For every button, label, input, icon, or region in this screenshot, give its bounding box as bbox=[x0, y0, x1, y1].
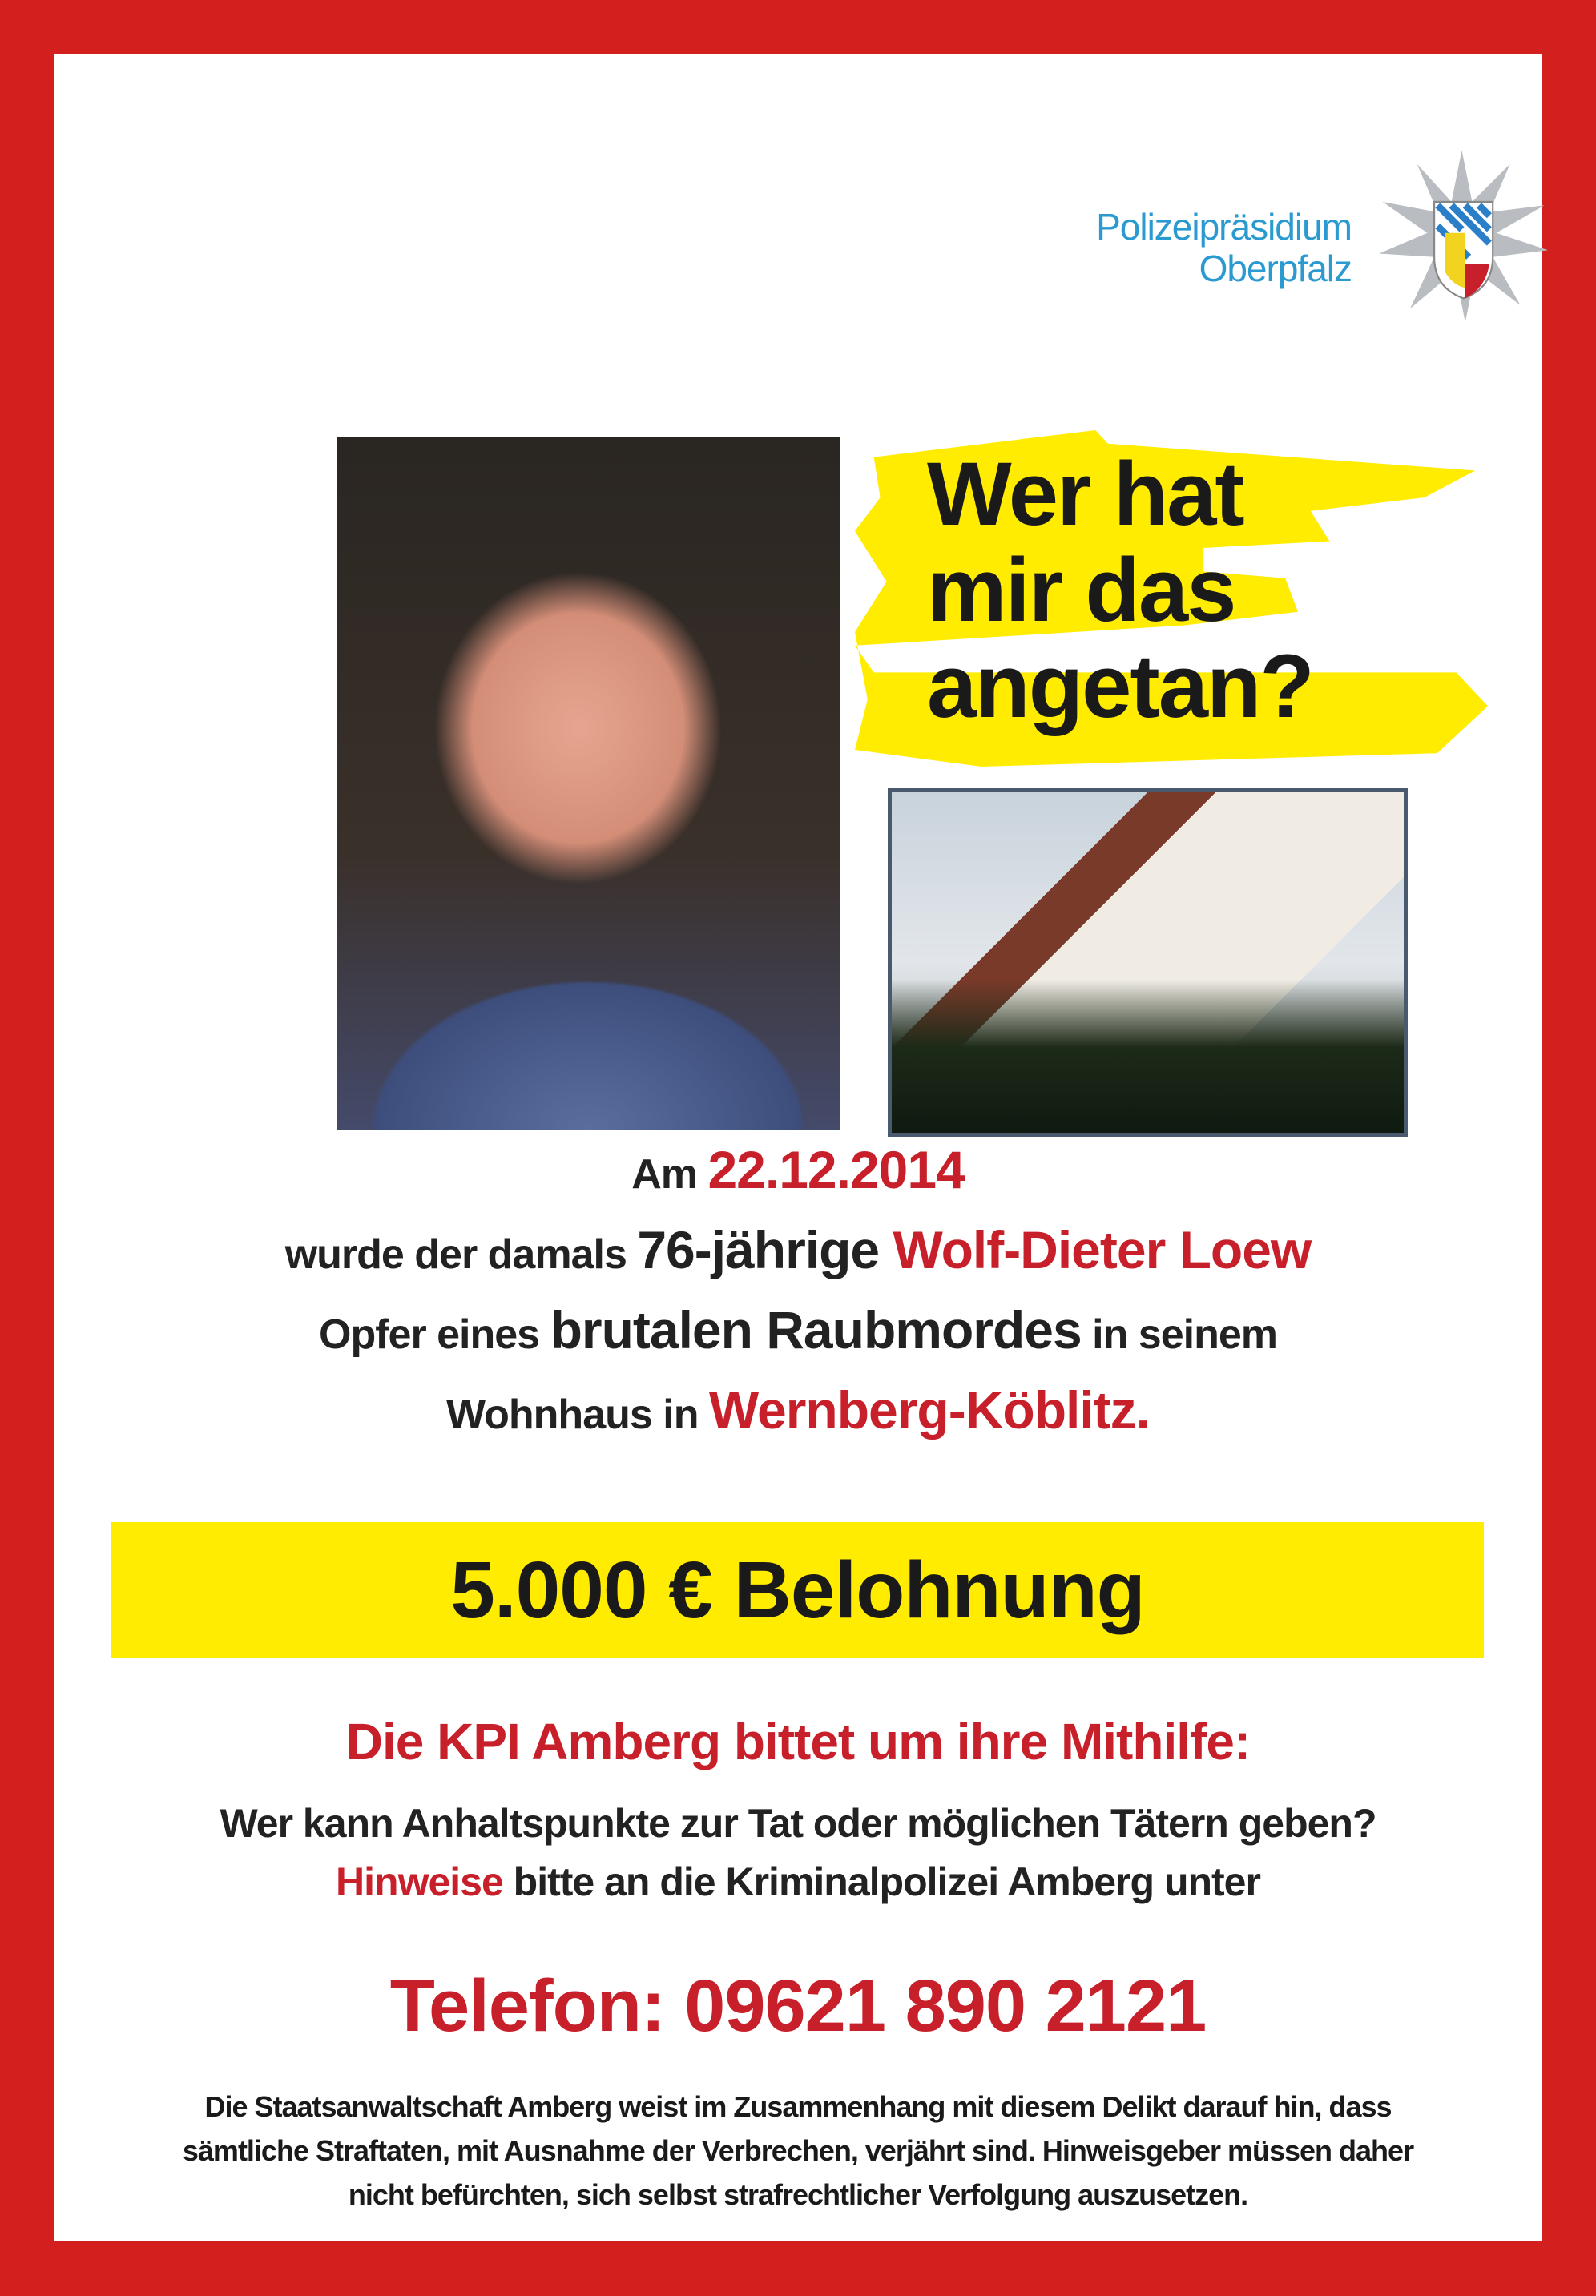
age: 76-jährige bbox=[637, 1220, 893, 1279]
headline bbox=[927, 446, 1313, 735]
footer-line-3: nicht befürchten, sich selbst strafrechtlicher Verfolgung auszusetzen. bbox=[348, 2178, 1248, 2211]
headline-line-2: mir das bbox=[927, 540, 1235, 640]
text: Wohnhaus in bbox=[446, 1392, 709, 1438]
poster bbox=[54, 54, 1542, 2241]
text: wurde der damals bbox=[284, 1231, 638, 1278]
crime: brutalen Raubmordes bbox=[550, 1300, 1082, 1359]
police-logo-text bbox=[1039, 206, 1352, 289]
footer-line-2: sämtliche Straftaten, mit Ausnahme der Verbrechen, verjährt sind. Hinweisgeber müssen daher bbox=[182, 2134, 1414, 2167]
text-line-date bbox=[54, 1139, 1542, 1200]
date: 22.12.2014 bbox=[707, 1140, 965, 1199]
text-line-place bbox=[54, 1380, 1542, 1440]
text: in seinem bbox=[1081, 1311, 1277, 1358]
appeal-title: Die KPI Amberg bittet um ihre Mithilfe: bbox=[345, 1713, 1251, 1770]
footer-note bbox=[54, 2085, 1542, 2217]
logo-line-1: Polizeipräsidium bbox=[1096, 206, 1352, 248]
headline-line-3: angetan? bbox=[927, 636, 1313, 736]
text-line-crime bbox=[54, 1299, 1542, 1360]
text: Am bbox=[631, 1151, 708, 1198]
text: bitte an die Kriminalpolizei Amberg unter bbox=[502, 1859, 1260, 1904]
text: Opfer eines bbox=[319, 1311, 550, 1358]
phone-number: Telefon: 09621 890 2121 bbox=[389, 1965, 1207, 2047]
footer-line-1: Die Staatsanwaltschaft Amberg weist im Zusammenhang mit diesem Delikt darauf hin, dass bbox=[204, 2090, 1392, 2123]
appeal-line-2 bbox=[54, 1859, 1542, 1905]
headline-line-1: Wer hat bbox=[927, 444, 1243, 544]
logo-line-2: Oberpfalz bbox=[1199, 248, 1352, 289]
appeal-line-1: Wer kann Anhaltspunkte zur Tat oder möglichen Tätern geben? bbox=[220, 1801, 1376, 1846]
place: Wernberg-Köblitz. bbox=[708, 1380, 1150, 1440]
victim-name: Wolf-Dieter Loew bbox=[893, 1220, 1312, 1279]
victim-portrait-photo bbox=[337, 437, 840, 1130]
reward-banner: 5.000 € Belohnung bbox=[111, 1522, 1484, 1658]
police-star-icon bbox=[1376, 148, 1548, 324]
text-line-victim bbox=[54, 1219, 1542, 1280]
hinweise: Hinweise bbox=[336, 1859, 503, 1904]
house-photo bbox=[888, 788, 1408, 1137]
